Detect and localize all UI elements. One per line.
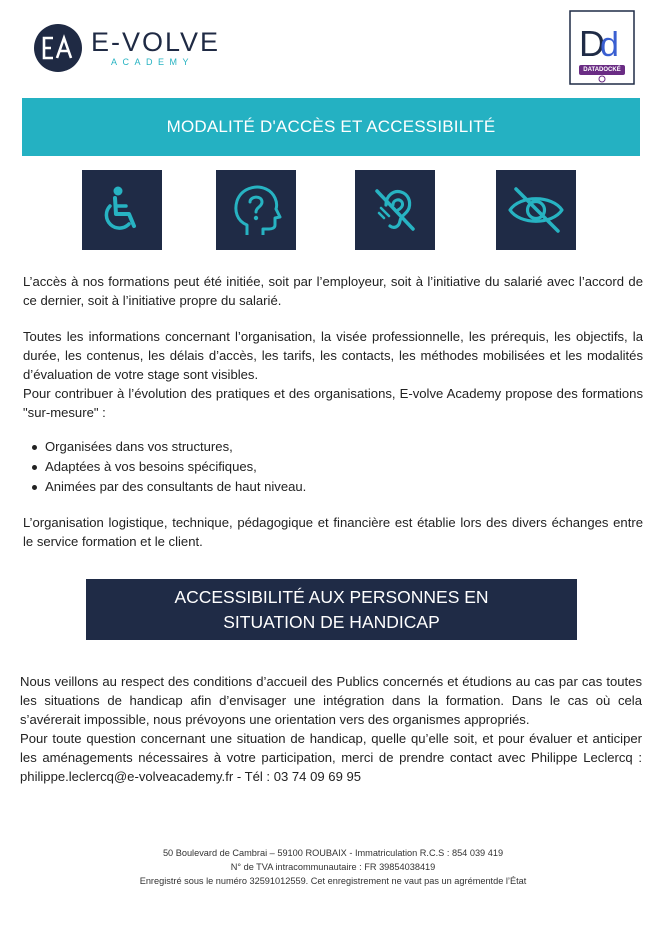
access-paragraph-2b: Pour contribuer à l’évolution des pratiques et des organisations, E-volve Academy propose des formations "sur-mesure" : [23, 386, 643, 420]
svg-text:D: D [579, 23, 605, 64]
section-title-access-text: MODALITÉ D'ACCÈS ET ACCESSIBILITÉ [166, 117, 496, 136]
footer [0, 846, 666, 888]
custom-training-list [28, 437, 306, 497]
section-title-disability [86, 579, 577, 640]
list-item: Animées par des consultants de haut niveau. [28, 477, 306, 497]
access-paragraph-2a: Toutes les informations concernant l’organisation, la visée professionnelle, les prérequis, les objectifs, la durée, les contenus, les délais d’accès, les tarifs, les contacts, les méthodes mobilisées et les modalités d’évaluation de votre stage sont visibles. [23, 329, 643, 382]
access-paragraph-2 [23, 327, 643, 422]
evolve-logo-icon [33, 23, 83, 73]
hearing-impaired-icon [355, 170, 435, 250]
disability-paragraphs [20, 672, 642, 786]
section-title-disability-line2: SITUATION DE HANDICAP [223, 611, 440, 632]
logo-wordmark: E-VOLVE [91, 27, 221, 57]
footer-address: 50 Boulevard de Cambrai – 59100 ROUBAIX - Immatriculation R.C.S : 854 039 419 [162, 848, 504, 858]
access-paragraph-1: L’accès à nos formations peut été initiée, soit par l’employeur, soit à l’initiative du salarié avec l’accord de ce dernier, soit à l’initiative propre du salarié. [23, 274, 643, 308]
disability-paragraph-2: Pour toute question concernant une situation de handicap, quelle qu’elle soit, et pour évaluer et anticiper les aménagements nécessaires à votre participation, merci de prendre contact avec Philippe Leclercq : philippe.leclercq@e-volveacademy.fr - Tél : 03 74 09 69 95 [20, 731, 642, 784]
accessibility-icons-row [0, 170, 666, 250]
footer-vat: N° de TVA intracommunautaire : FR 39854038419 [230, 862, 436, 872]
list-item: Organisées dans vos structures, [28, 437, 306, 457]
list-item: Adaptées à vos besoins spécifiques, [28, 457, 306, 477]
footer-registration: Enregistré sous le numéro 32591012559. Cet enregistrement ne vaut pas un agrémentde l’État [139, 876, 527, 886]
datadock-label: DATADOCKÉ [583, 67, 621, 73]
svg-text:d: d [600, 26, 619, 64]
evolve-academy-logo [33, 23, 220, 73]
logo-subtitle: ACADEMY [111, 57, 195, 67]
disability-paragraph-1: Nous veillons au respect des conditions d’accueil des Publics concernés et étudions au cas par cas toutes les situations de handicap afin d’envisager une intégration dans la formation. Dans le cas où cela s’avérerait impossible, nous prévoyons une orientation vers des organismes appropriés. [20, 674, 642, 727]
access-paragraph-3: L’organisation logistique, technique, pédagogique et financière est établie lors des divers échanges entre le service formation et le client. [23, 515, 643, 549]
section-title-access [22, 98, 640, 156]
head-question-icon [216, 170, 296, 250]
section-title-disability-line1: ACCESSIBILITÉ AUX PERSONNES EN [174, 586, 489, 607]
visually-impaired-icon [496, 170, 576, 250]
wheelchair-icon [82, 170, 162, 250]
datadock-badge [569, 10, 635, 85]
